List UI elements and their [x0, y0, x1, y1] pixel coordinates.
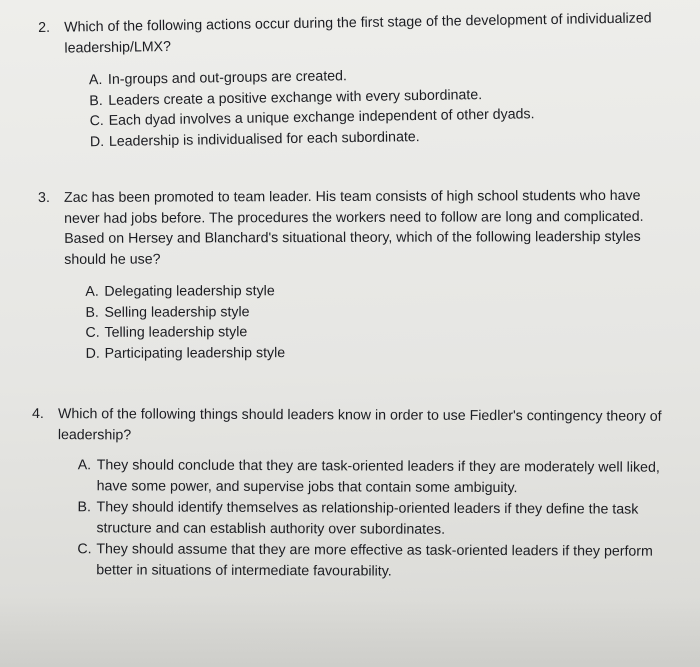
- option-text: Leaders create a positive exchange with every subordinate.: [108, 86, 483, 109]
- option-text: They should conclude that they are task-oriented leaders if they are moderately well liked, have some power, and supervise jobs that contain some ambiguity.: [96, 457, 660, 496]
- option-letter: C.: [85, 324, 100, 341]
- option-text: They should assume that they are more effective as task-oriented leaders if they perform better in situations of intermediate favourability.: [96, 541, 653, 580]
- option-letter: A.: [88, 71, 103, 89]
- question-number: 3.: [38, 189, 50, 206]
- answer-option-c: [77, 539, 691, 583]
- question-stem: Which of the following things should leaders know in order to use Fiedler's contingency theory of leadership?: [57, 406, 662, 443]
- option-letter: A.: [77, 457, 92, 474]
- answer-option-a: [78, 455, 692, 499]
- answer-option-b: [77, 497, 691, 541]
- option-text: Selling leadership style: [104, 303, 250, 321]
- answer-option-b: [85, 300, 678, 323]
- option-text: Delegating leadership style: [104, 283, 275, 300]
- option-text: They should identify themselves as relationship-oriented leaders if they define the task structure and can establish authority over subordinates.: [96, 499, 639, 538]
- question-stem: Which of the following actions occur during the first stage of the development of individualized leadership/LMX?: [64, 10, 652, 57]
- question-number: 4.: [31, 405, 44, 423]
- option-text: Each dyad involves a unique exchange independent of other dyads.: [108, 106, 535, 129]
- option-letter: B.: [85, 304, 99, 321]
- option-letter: C.: [77, 541, 92, 558]
- answer-option-c: [85, 321, 678, 344]
- option-text: Telling leadership style: [104, 324, 248, 341]
- question-3: [38, 186, 679, 364]
- answer-options: [85, 280, 678, 364]
- question-number: 2.: [38, 19, 51, 36]
- option-letter: C.: [89, 112, 104, 130]
- question-2: [38, 8, 680, 153]
- option-text: Leadership is individualised for each subordinate.: [108, 128, 420, 150]
- option-letter: A.: [85, 283, 99, 300]
- question-4: [31, 404, 692, 584]
- photo-shadow: [0, 597, 700, 667]
- option-letter: D.: [89, 133, 105, 150]
- option-letter: D.: [85, 345, 100, 362]
- answer-option-d: [86, 341, 679, 364]
- option-letter: B.: [89, 92, 103, 109]
- option-text: In-groups and out-groups are created.: [107, 68, 348, 88]
- question-stem: Zac has been promoted to team leader. His team consists of high school students who have never had jobs before. The procedures the workers need to follow are long and complicated. Based on Hersey and Blanchard's situational theory, which of the following leadership styles should he use?: [64, 187, 644, 268]
- answer-options: [89, 61, 680, 152]
- option-text: Participating leadership style: [104, 344, 286, 362]
- answer-options: [77, 455, 692, 583]
- answer-option-a: [85, 280, 678, 303]
- option-letter: B.: [77, 499, 91, 516]
